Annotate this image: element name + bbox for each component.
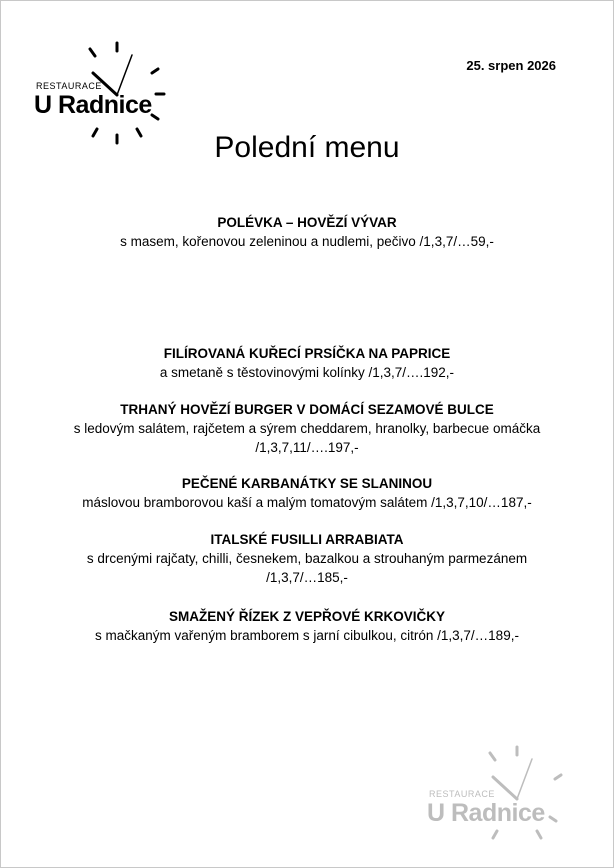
clock-logo-watermark-icon [421,743,571,843]
menu-item [41,607,573,645]
menu-item-name: FILÍROVANÁ KUŘECÍ PRSÍČKA NA PAPRICE [163,346,451,361]
logo-big-text: U Radnice [34,91,152,119]
menu-item-desc: máslovou bramborovou kaší a malým tomatovým salátem /1,3,7,10/…187,- [82,495,532,510]
menu-item-desc: s ledovým salátem, rajčetem a sýrem cheddarem, hranolky, barbecue omáčka /1,3,7,11/….197,- [73,421,541,455]
menu-item-desc: a smetaně s těstovinovými kolínky /1,3,7/….192,- [159,365,455,380]
watermark-small-text: RESTAURACE [429,789,495,799]
menu-item-name: SMAŽENÝ ŘÍZEK Z VEPŘOVÉ KRKOVIČKY [168,609,446,624]
menu-item [41,344,573,382]
menu-item-name: POLÉVKA – HOVĚZÍ VÝVAR [217,215,397,230]
menu-item [66,530,548,587]
menu-item-name: TRHANÝ HOVĚZÍ BURGER V DOMÁCÍ SEZAMOVÉ BULCE [120,402,494,417]
menu-item-desc: s mačkaným vařeným bramborem s jarní cibulkou, citrón /1,3,7/…189,- [95,628,519,643]
menu-date: 25. srpen 2026 [466,58,556,73]
menu-item [41,474,573,512]
menu-item-desc: s drcenými rajčaty, chilli, česnekem, bazalkou a strouhaným parmezánem /1,3,7/…185,- [86,551,528,585]
menu-item-name: PEČENÉ KARBANÁTKY SE SLANINOU [181,476,433,491]
menu-item [41,213,573,251]
menu-item-name: ITALSKÉ FUSILLI ARRABIATA [210,532,404,547]
restaurant-logo-watermark [421,743,571,843]
logo-small-text: RESTAURACE [36,81,102,91]
menu-item-desc: s masem, kořenovou zeleninou a nudlemi, pečivo /1,3,7/…59,- [120,234,494,249]
menu-item [71,400,543,457]
watermark-big-text: U Radnice [427,799,545,827]
page-title: Polední menu [214,131,400,164]
